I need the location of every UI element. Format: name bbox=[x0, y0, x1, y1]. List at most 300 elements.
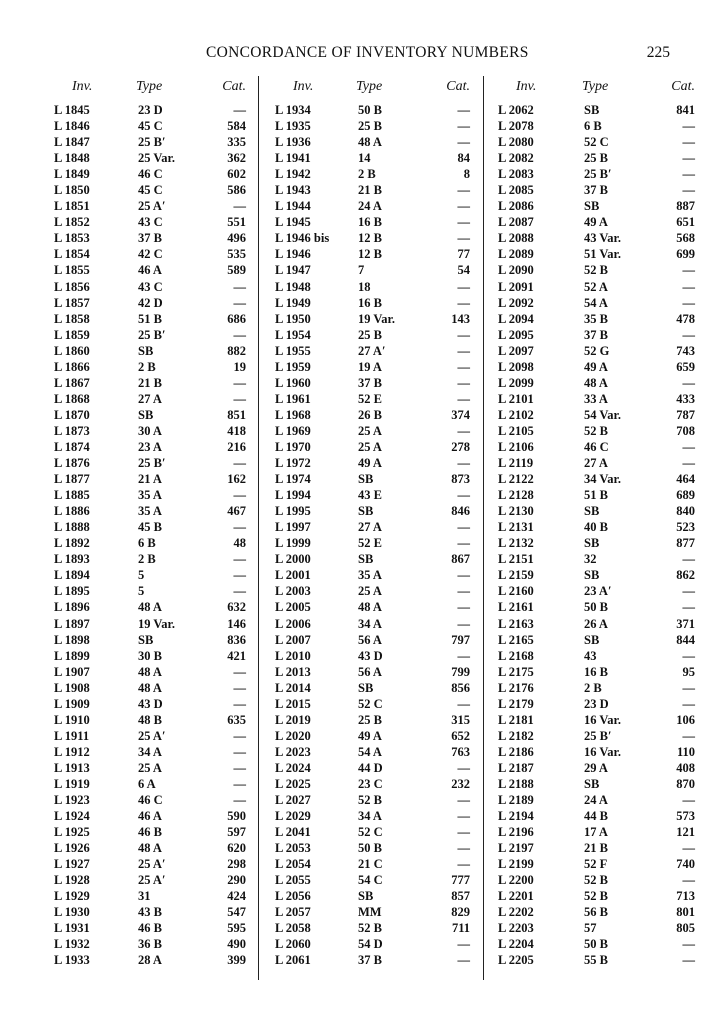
cell-inv: L 2056 bbox=[275, 889, 311, 904]
cell-inv: L 2089 bbox=[498, 247, 534, 262]
cell-inv: L 2132 bbox=[498, 536, 534, 551]
cell-cat: — bbox=[682, 279, 695, 294]
table-row bbox=[273, 327, 474, 343]
cell-cat: 216 bbox=[227, 439, 246, 454]
cell-inv: L 2179 bbox=[498, 696, 534, 711]
cell-cat: — bbox=[457, 857, 470, 872]
cell-type: 52 B bbox=[584, 873, 608, 888]
cell-inv: L 2098 bbox=[498, 359, 534, 374]
cell-cat: — bbox=[233, 760, 246, 775]
cell-cat: — bbox=[457, 456, 470, 471]
cell-cat: 887 bbox=[676, 199, 695, 214]
cell-type: 49 A bbox=[358, 728, 382, 743]
table-row bbox=[496, 728, 699, 744]
cell-type: 46 A bbox=[138, 263, 162, 278]
cell-inv: L 2061 bbox=[275, 953, 311, 968]
table-row bbox=[273, 134, 474, 150]
cell-inv: L 1949 bbox=[275, 295, 311, 310]
cell-cat: 424 bbox=[227, 889, 246, 904]
cell-inv: L 1948 bbox=[275, 279, 311, 294]
cell-inv: L 2078 bbox=[498, 119, 534, 134]
cell-cat: — bbox=[682, 327, 695, 342]
table-row bbox=[50, 776, 250, 792]
table-row bbox=[496, 856, 699, 872]
cell-type: 23 A bbox=[138, 439, 162, 454]
cell-type: 25 B′ bbox=[138, 456, 166, 471]
cell-inv: L 1860 bbox=[54, 343, 90, 358]
cell-cat: — bbox=[457, 937, 470, 952]
table-row bbox=[50, 792, 250, 808]
table-row bbox=[273, 952, 474, 968]
cell-type: SB bbox=[358, 889, 374, 904]
cell-type: 46 B bbox=[138, 825, 162, 840]
cell-inv: L 2130 bbox=[498, 504, 534, 519]
table-header bbox=[496, 79, 699, 100]
cell-inv: L 2062 bbox=[498, 103, 534, 117]
header-cat: Cat. bbox=[446, 79, 470, 94]
cell-type: 48 A bbox=[138, 680, 162, 695]
cell-cat: — bbox=[233, 375, 246, 390]
cell-inv: L 2105 bbox=[498, 423, 534, 438]
cell-type: 37 B bbox=[138, 231, 162, 246]
table-row bbox=[496, 583, 699, 599]
cell-type: 52 E bbox=[358, 391, 382, 406]
cell-type: 52 C bbox=[358, 696, 383, 711]
cell-inv: L 2020 bbox=[275, 728, 311, 743]
cell-inv: L 1997 bbox=[275, 520, 311, 535]
header-inv: Inv. bbox=[72, 79, 93, 94]
table-row bbox=[496, 262, 699, 278]
cell-inv: L 1936 bbox=[275, 135, 311, 150]
cell-cat: — bbox=[682, 648, 695, 663]
cell-cat: 464 bbox=[676, 472, 695, 487]
cell-cat: 374 bbox=[451, 407, 470, 422]
cell-type: 23 D bbox=[584, 696, 609, 711]
cell-cat: — bbox=[682, 937, 695, 952]
table-row bbox=[273, 295, 474, 311]
cell-inv: L 1846 bbox=[54, 119, 90, 134]
table-row bbox=[496, 295, 699, 311]
table-row bbox=[496, 279, 699, 295]
cell-cat: — bbox=[682, 151, 695, 166]
cell-inv: L 1941 bbox=[275, 151, 311, 166]
table-row bbox=[50, 760, 250, 776]
cell-cat: 659 bbox=[676, 359, 695, 374]
table-row bbox=[50, 535, 250, 551]
cell-cat: — bbox=[682, 793, 695, 808]
cell-cat: 106 bbox=[676, 712, 695, 727]
cell-cat: 713 bbox=[676, 889, 695, 904]
cell-type: 16 B bbox=[358, 295, 382, 310]
table-row bbox=[50, 712, 250, 728]
cell-type: 7 bbox=[358, 263, 365, 278]
cell-inv: L 1912 bbox=[54, 744, 90, 759]
cell-inv: L 1929 bbox=[54, 889, 90, 904]
cell-cat: — bbox=[682, 263, 695, 278]
cell-cat: — bbox=[457, 648, 470, 663]
cell-inv: L 2188 bbox=[498, 776, 534, 791]
table-row bbox=[50, 487, 250, 503]
table-row bbox=[50, 519, 250, 535]
cell-type: 28 A bbox=[138, 953, 162, 968]
table-row bbox=[273, 712, 474, 728]
cell-cat: 467 bbox=[227, 504, 246, 519]
cell-type: 50 B bbox=[358, 103, 382, 117]
table-row bbox=[496, 776, 699, 792]
cell-type: SB bbox=[584, 536, 600, 551]
cell-inv: L 2119 bbox=[498, 456, 534, 471]
cell-cat: — bbox=[457, 760, 470, 775]
cell-inv: L 2097 bbox=[498, 343, 534, 358]
table-row bbox=[496, 952, 699, 968]
cell-inv: L 1935 bbox=[275, 119, 311, 134]
cell-inv: L 2053 bbox=[275, 841, 311, 856]
cell-inv: L 1908 bbox=[54, 680, 90, 695]
cell-type: SB bbox=[138, 343, 154, 358]
table-row bbox=[50, 439, 250, 455]
cell-inv: L 1849 bbox=[54, 167, 90, 182]
cell-type: 24 A bbox=[584, 793, 608, 808]
cell-cat: 162 bbox=[227, 472, 246, 487]
cell-cat: — bbox=[682, 873, 695, 888]
cell-type: 5 bbox=[138, 568, 145, 583]
cell-type: 16 Var. bbox=[584, 712, 622, 727]
cell-inv: L 2163 bbox=[498, 616, 534, 631]
cell-inv: L 1885 bbox=[54, 488, 90, 503]
cell-inv: L 2060 bbox=[275, 937, 311, 952]
cell-inv: L 1960 bbox=[275, 375, 311, 390]
table-row bbox=[273, 664, 474, 680]
cell-type: 25 B′ bbox=[138, 327, 166, 342]
cell-inv: L 1927 bbox=[54, 857, 90, 872]
table-row bbox=[50, 166, 250, 182]
cell-cat: 870 bbox=[676, 776, 695, 791]
cell-cat: — bbox=[457, 391, 470, 406]
cell-type: 25 B bbox=[358, 119, 382, 134]
cell-type: 23 C bbox=[358, 776, 383, 791]
table-row bbox=[496, 680, 699, 696]
cell-inv: L 2199 bbox=[498, 857, 534, 872]
cell-type: 37 B bbox=[584, 327, 608, 342]
cell-type: 37 B bbox=[584, 183, 608, 198]
cell-cat: 589 bbox=[227, 263, 246, 278]
cell-inv: L 2181 bbox=[498, 712, 534, 727]
cell-type: 48 B bbox=[138, 712, 162, 727]
cell-type: SB bbox=[584, 632, 600, 647]
table-row bbox=[50, 952, 250, 968]
cell-inv: L 2159 bbox=[498, 568, 534, 583]
cell-cat: — bbox=[457, 183, 470, 198]
cell-inv: L 2000 bbox=[275, 552, 311, 567]
cell-type: 26 B bbox=[358, 407, 382, 422]
table-rows bbox=[50, 102, 250, 969]
cell-cat: 856 bbox=[451, 680, 470, 695]
cell-inv: L 1910 bbox=[54, 712, 90, 727]
table-row bbox=[496, 343, 699, 359]
cell-inv: L 2186 bbox=[498, 744, 534, 759]
table-row bbox=[50, 359, 250, 375]
cell-cat: — bbox=[457, 584, 470, 599]
cell-type: 12 B bbox=[358, 231, 382, 246]
cell-cat: — bbox=[457, 199, 470, 214]
cell-inv: L 2160 bbox=[498, 584, 534, 599]
column-divider bbox=[258, 76, 259, 980]
cell-cat: — bbox=[457, 825, 470, 840]
cell-cat: 597 bbox=[227, 825, 246, 840]
cell-cat: 95 bbox=[682, 664, 695, 679]
cell-type: SB bbox=[358, 552, 374, 567]
cell-cat: 547 bbox=[227, 905, 246, 920]
cell-cat: 882 bbox=[227, 343, 246, 358]
cell-type: 18 bbox=[358, 279, 371, 294]
cell-cat: 490 bbox=[227, 937, 246, 952]
cell-inv: L 2176 bbox=[498, 680, 534, 695]
cell-cat: 421 bbox=[227, 648, 246, 663]
cell-cat: — bbox=[682, 552, 695, 567]
cell-inv: L 2182 bbox=[498, 728, 534, 743]
cell-type: 54 C bbox=[358, 873, 383, 888]
cell-type: 2 B bbox=[358, 167, 376, 182]
table-row bbox=[496, 311, 699, 327]
cell-type: SB bbox=[584, 504, 600, 519]
table-row bbox=[496, 198, 699, 214]
cell-type: 25 B bbox=[358, 327, 382, 342]
cell-inv: L 1972 bbox=[275, 456, 311, 471]
cell-type: 37 B bbox=[358, 953, 382, 968]
table-row bbox=[496, 824, 699, 840]
cell-cat: — bbox=[682, 728, 695, 743]
cell-type: 6 B bbox=[584, 119, 602, 134]
cell-cat: — bbox=[457, 119, 470, 134]
cell-cat: — bbox=[233, 696, 246, 711]
cell-type: 54 Var. bbox=[584, 407, 622, 422]
cell-type: 25 Var. bbox=[138, 151, 176, 166]
cell-cat: 315 bbox=[451, 712, 470, 727]
table-row bbox=[273, 920, 474, 936]
cell-type: 42 C bbox=[138, 247, 163, 262]
table-row bbox=[273, 776, 474, 792]
cell-inv: L 2106 bbox=[498, 439, 534, 454]
cell-cat: — bbox=[682, 135, 695, 150]
cell-inv: L 1850 bbox=[54, 183, 90, 198]
cell-inv: L 1945 bbox=[275, 215, 311, 230]
cell-cat: 371 bbox=[676, 616, 695, 631]
cell-cat: — bbox=[233, 680, 246, 695]
cell-type: 52 F bbox=[584, 857, 608, 872]
table-row bbox=[50, 471, 250, 487]
cell-type: 48 A bbox=[358, 135, 382, 150]
cell-type: 54 D bbox=[358, 937, 383, 952]
cell-type: SB bbox=[358, 504, 374, 519]
cell-type: 52 G bbox=[584, 343, 610, 358]
cell-cat: — bbox=[457, 696, 470, 711]
header-inv: Inv. bbox=[293, 79, 314, 94]
cell-inv: L 2161 bbox=[498, 600, 534, 615]
cell-inv: L 1926 bbox=[54, 841, 90, 856]
cell-type: 27 A bbox=[138, 391, 162, 406]
cell-inv: L 1888 bbox=[54, 520, 90, 535]
table-row bbox=[496, 696, 699, 712]
cell-inv: L 1868 bbox=[54, 391, 90, 406]
cell-inv: L 2014 bbox=[275, 680, 311, 695]
cell-cat: 399 bbox=[227, 953, 246, 968]
cell-inv: L 2196 bbox=[498, 825, 534, 840]
cell-inv: L 1954 bbox=[275, 327, 311, 342]
cell-inv: L 2122 bbox=[498, 472, 534, 487]
table-row bbox=[50, 503, 250, 519]
cell-cat: — bbox=[233, 295, 246, 310]
table-row bbox=[496, 503, 699, 519]
cell-type: 36 B bbox=[138, 937, 162, 952]
cell-type: 25 A′ bbox=[138, 728, 166, 743]
table-row bbox=[496, 230, 699, 246]
table-row bbox=[50, 680, 250, 696]
cell-cat: — bbox=[457, 279, 470, 294]
cell-inv: L 2194 bbox=[498, 809, 534, 824]
table-row bbox=[50, 583, 250, 599]
cell-cat: 77 bbox=[457, 247, 470, 262]
cell-inv: L 1947 bbox=[275, 263, 311, 278]
cell-cat: 290 bbox=[227, 873, 246, 888]
cell-inv: L 1942 bbox=[275, 167, 311, 182]
cell-type: SB bbox=[358, 680, 374, 695]
cell-type: 37 B bbox=[358, 375, 382, 390]
table-row bbox=[273, 808, 474, 824]
cell-type: 35 A bbox=[138, 488, 162, 503]
table-row bbox=[50, 295, 250, 311]
table-row bbox=[273, 519, 474, 535]
cell-type: 34 A bbox=[358, 809, 382, 824]
cell-cat: 689 bbox=[676, 488, 695, 503]
table-row bbox=[50, 327, 250, 343]
cell-cat: — bbox=[457, 359, 470, 374]
cell-cat: — bbox=[233, 552, 246, 567]
table-row bbox=[273, 359, 474, 375]
cell-cat: — bbox=[682, 600, 695, 615]
table-row bbox=[273, 680, 474, 696]
cell-type: 25 A bbox=[138, 760, 162, 775]
cell-inv: L 2175 bbox=[498, 664, 534, 679]
cell-cat: 146 bbox=[227, 616, 246, 631]
cell-type: 34 A bbox=[138, 744, 162, 759]
cell-inv: L 1968 bbox=[275, 407, 311, 422]
table-row bbox=[273, 760, 474, 776]
cell-inv: L 1932 bbox=[54, 937, 90, 952]
table-row bbox=[273, 567, 474, 583]
cell-inv: L 2102 bbox=[498, 407, 534, 422]
cell-cat: 19 bbox=[233, 359, 246, 374]
cell-inv: L 1933 bbox=[54, 953, 90, 968]
cell-type: 42 D bbox=[138, 295, 163, 310]
cell-type: 45 C bbox=[138, 183, 163, 198]
cell-inv: L 1857 bbox=[54, 295, 90, 310]
table-row bbox=[496, 744, 699, 760]
cell-cat: — bbox=[682, 167, 695, 182]
table-row bbox=[50, 423, 250, 439]
table-row bbox=[50, 696, 250, 712]
cell-type: 50 B bbox=[358, 841, 382, 856]
table-row bbox=[50, 214, 250, 230]
cell-inv: L 2092 bbox=[498, 295, 534, 310]
cell-inv: L 1970 bbox=[275, 439, 311, 454]
cell-inv: L 2168 bbox=[498, 648, 534, 663]
cell-type: 35 B bbox=[584, 311, 608, 326]
cell-type: 51 B bbox=[138, 311, 162, 326]
table-row bbox=[496, 888, 699, 904]
cell-cat: 635 bbox=[227, 712, 246, 727]
table-row bbox=[496, 455, 699, 471]
table-row bbox=[496, 246, 699, 262]
cell-cat: — bbox=[233, 728, 246, 743]
cell-inv: L 1911 bbox=[54, 728, 90, 743]
cell-cat: 805 bbox=[676, 921, 695, 936]
cell-cat: 8 bbox=[463, 167, 470, 182]
cell-cat: 418 bbox=[227, 423, 246, 438]
cell-cat: — bbox=[233, 488, 246, 503]
cell-type: 27 A bbox=[584, 456, 608, 471]
cell-inv: L 1855 bbox=[54, 263, 90, 278]
table-row bbox=[273, 262, 474, 278]
cell-cat: — bbox=[457, 375, 470, 390]
table-row bbox=[273, 423, 474, 439]
table-row bbox=[50, 632, 250, 648]
cell-inv: L 1944 bbox=[275, 199, 311, 214]
table-row bbox=[273, 439, 474, 455]
table-row bbox=[50, 936, 250, 952]
header-type: Type bbox=[582, 79, 609, 94]
table-row bbox=[496, 599, 699, 615]
cell-cat: 740 bbox=[676, 857, 695, 872]
cell-type: 35 A bbox=[358, 568, 382, 583]
running-head bbox=[0, 44, 728, 66]
cell-type: 19 A bbox=[358, 359, 382, 374]
cell-inv: L 2101 bbox=[498, 391, 534, 406]
table-row bbox=[496, 904, 699, 920]
cell-type: 52 C bbox=[584, 135, 609, 150]
cell-cat: — bbox=[457, 616, 470, 631]
cell-type: 34 Var. bbox=[584, 472, 622, 487]
cell-type: 25 B bbox=[358, 712, 382, 727]
cell-type: 52 C bbox=[358, 825, 383, 840]
table-row bbox=[50, 102, 250, 118]
table-header bbox=[50, 79, 250, 100]
table-row bbox=[273, 792, 474, 808]
cell-inv: L 2085 bbox=[498, 183, 534, 198]
table-row bbox=[496, 439, 699, 455]
cell-inv: L 1909 bbox=[54, 696, 90, 711]
table-row bbox=[50, 230, 250, 246]
cell-inv: L 2090 bbox=[498, 263, 534, 278]
cell-inv: L 2025 bbox=[275, 776, 311, 791]
cell-type: 25 A′ bbox=[138, 857, 166, 872]
cell-type: MM bbox=[358, 905, 382, 920]
cell-type: 40 B bbox=[584, 520, 608, 535]
cell-type: SB bbox=[138, 407, 154, 422]
cell-type: 49 A bbox=[584, 215, 608, 230]
cell-cat: — bbox=[457, 536, 470, 551]
cell-type: 52 B bbox=[584, 423, 608, 438]
table-row bbox=[273, 840, 474, 856]
cell-type: 46 B bbox=[138, 921, 162, 936]
cell-type: SB bbox=[358, 472, 374, 487]
cell-cat: 708 bbox=[676, 423, 695, 438]
cell-type: 21 B bbox=[138, 375, 162, 390]
cell-cat: 844 bbox=[676, 632, 695, 647]
cell-inv: L 2001 bbox=[275, 568, 311, 583]
cell-type: 2 B bbox=[138, 552, 156, 567]
cell-cat: — bbox=[682, 680, 695, 695]
cell-inv: L 1913 bbox=[54, 760, 90, 775]
